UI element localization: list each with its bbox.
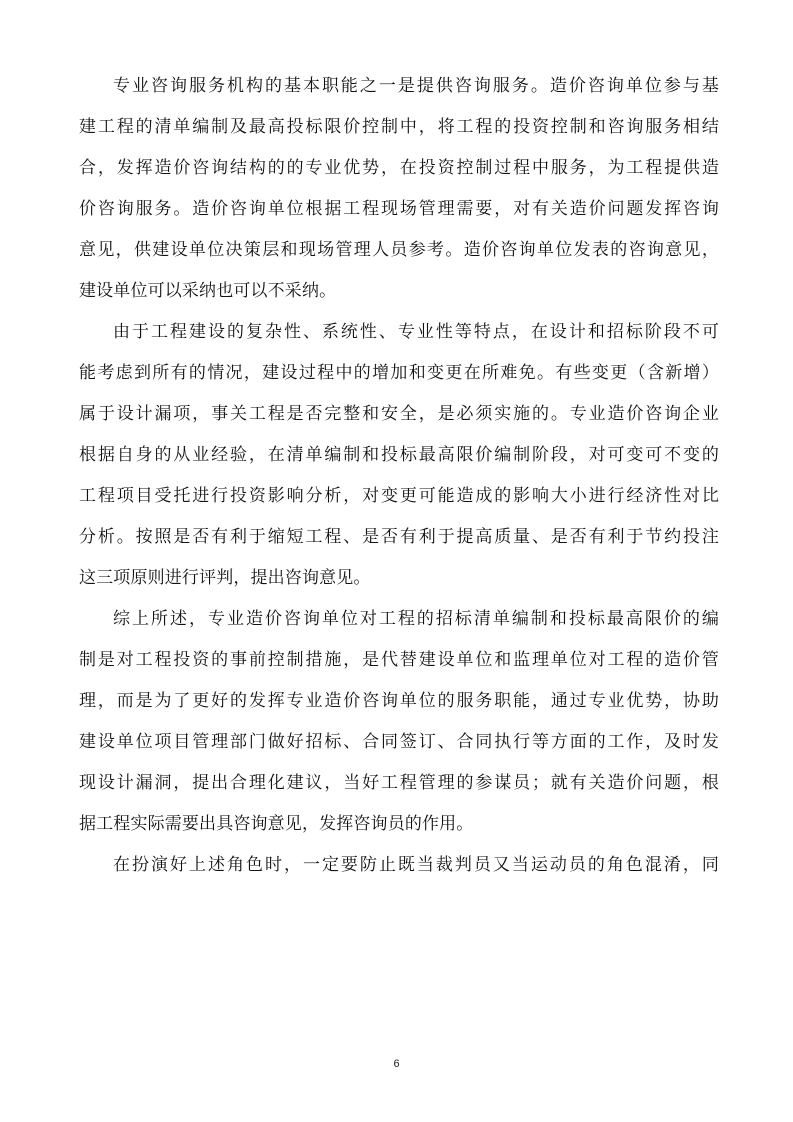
text-line: 在扮演好上述角色时，一定要防止既当裁判员又当运动员的角色混淆，同 — [113, 855, 719, 875]
paragraph-role-caution — [79, 845, 719, 886]
text-line: 合，发挥造价咨询结构的的专业优势，在投资控制过程中服务，为工程提供造 — [79, 158, 719, 178]
text-line: 属于设计漏项，事关工程是否完整和安全，是必须实施的。专业造价咨询企业 — [79, 404, 719, 424]
text-line: 工程项目受托进行投资影响分析，对变更可能造成的影响大小进行经济性对比 — [79, 486, 719, 506]
page-number: 6 — [393, 1058, 400, 1070]
document-body — [79, 66, 719, 886]
text-line: 根据自身的从业经验，在清单编制和投标最高限价编制阶段，对可变可不变的 — [79, 445, 719, 465]
paragraph-change-analysis — [79, 312, 719, 599]
text-line: 价咨询服务。造价咨询单位根据工程现场管理需要，对有关造价问题发挥咨询 — [79, 199, 719, 219]
text-line: 分析。按照是否有利于缩短工程、是否有利于提高质量、是否有利于节约投注 — [79, 527, 719, 547]
paragraph-consulting-function — [79, 66, 719, 312]
text-line: 意见，供建设单位决策层和现场管理人员参考。造价咨询单位发表的咨询意见， — [79, 240, 719, 260]
paragraph-summary — [79, 599, 719, 845]
text-line: 专业咨询服务机构的基本职能之一是提供咨询服务。造价咨询单位参与基 — [113, 76, 719, 96]
text-line: 理，而是为了更好的发挥专业造价咨询单位的服务职能，通过专业优势，协助 — [79, 691, 719, 711]
text-line: 能考虑到所有的情况，建设过程中的增加和变更在所难免。有些变更（含新增） — [79, 363, 719, 383]
text-line: 这三项原则进行评判，提出咨询意见。 — [79, 568, 371, 588]
text-line: 建设单位可以采纳也可以不采纳。 — [79, 281, 337, 301]
text-line: 综上所述，专业造价咨询单位对工程的招标清单编制和投标最高限价的编 — [113, 609, 719, 629]
text-line: 据工程实际需要出具咨询意见，发挥咨询员的作用。 — [79, 814, 474, 834]
text-line: 建设单位项目管理部门做好招标、合同签订、合同执行等方面的工作，及时发 — [79, 732, 719, 752]
text-line: 制是对工程投资的事前控制措施，是代替建设单位和监理单位对工程的造价管 — [79, 650, 719, 670]
text-line: 建工程的清单编制及最高投标限价控制中，将工程的投资控制和咨询服务相结 — [79, 117, 719, 137]
text-line: 现设计漏洞，提出合理化建议，当好工程管理的参谋员；就有关造价问题，根 — [79, 773, 719, 793]
text-line: 由于工程建设的复杂性、系统性、专业性等特点，在设计和招标阶段不可 — [113, 322, 719, 342]
